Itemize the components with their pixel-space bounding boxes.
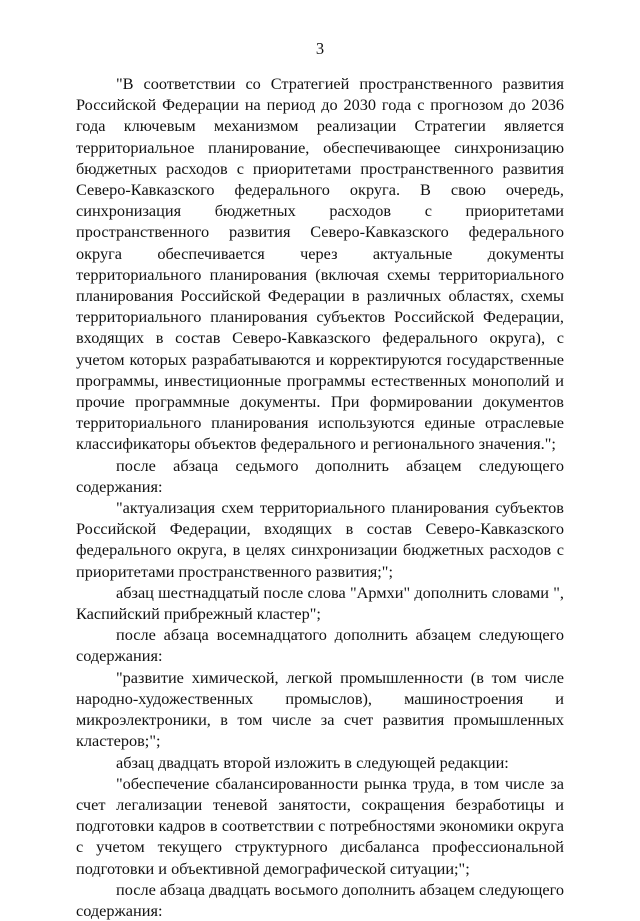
paragraph-amend-eighteenth: после абзаца восемнадцатого дополнить абзацем следующего содержания: [76, 625, 564, 666]
paragraph-actualization-quote: "актуализация схем территориального планирования субъектов Российской Федерации, входящих в состав Северо-Кавказского федерального округа, в целях синхронизации бюджетных расходов с приоритетами пространственного развития;"; [76, 498, 564, 581]
paragraph-amend-seventh: после абзаца седьмого дополнить абзацем следующего содержания: [76, 455, 564, 496]
document-body [76, 73, 564, 921]
paragraph-amend-twenty-eighth: после абзаца двадцать восьмого дополнить абзацем следующего содержания: [76, 879, 565, 920]
page-number: 3 [315, 39, 325, 58]
paragraph-industry-quote: "развитие химической, легкой промышленности (в том числе народно-художественных промыслов), машиностроения и микроэлектроники, в том числе за счет развития промышленных кластеров;"; [76, 667, 564, 751]
paragraph-labor-market-quote: "обеспечение сбалансированности рынка труда, в том числе за счет легализации теневой занятости, сокращения безработицы и подготовки кадров в соответствии с потребностями экономики округа с учетом текущего структурного дисбаланса профессиональной подготовки и объективной демографической ситуации;"; [76, 773, 564, 878]
paragraph-amend-sixteenth: абзац шестнадцатый после слова "Армхи" дополнить словами ", Каспийский прибрежный кластер"; [76, 582, 564, 624]
paragraph-amend-twenty-second: абзац двадцать второй изложить в следующей редакции: [116, 752, 509, 772]
paragraph-strategy-quote: "В соответствии со Стратегией пространственного развития Российской Федерации на период до 2030 года с прогнозом до 2036 года ключевым механизмом реализации Стратегии является территориальное планирование, обеспечивающее синхронизацию бюджетных расходов с приоритетами пространственного развития Северо-Кавказского федерального округа. В свою очередь, синхронизация бюджетных расходов с приоритетами пространственного развития Северо-Кавказского федерального округа обеспечивается через актуальные документы территориального планирования (включая схемы территориального планирования Российской Федерации в различных областях, схемы территориального планирования субъектов Российской Федерации, входящих в состав Северо-Кавказского федерального округа), с учетом которых разрабатываются и корректируются государственные программы, инвестиционные программы естественных монополий и прочие программные документы. При формировании документов территориального планирования используются единые отраслевые классификаторы объектов федерального и регионального значения."; [76, 74, 564, 454]
